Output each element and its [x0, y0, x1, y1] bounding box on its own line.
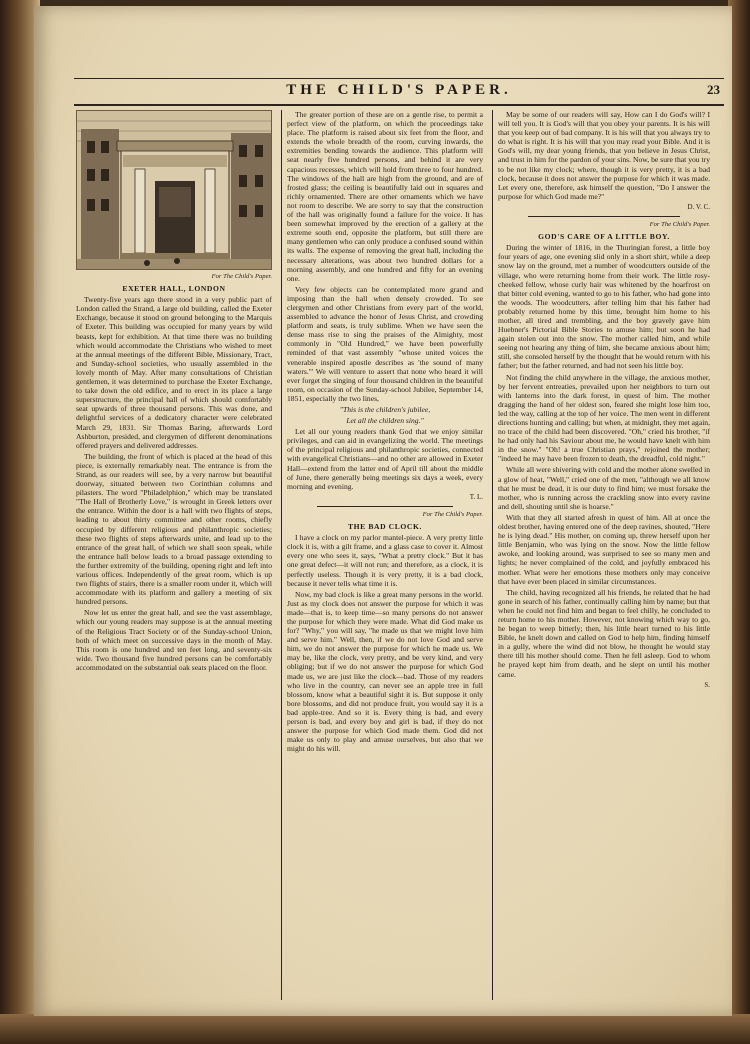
paragraph: I have a clock on my parlor mantel-piece. A very pretty little clock it is, with a gilt frame, and a glass case to cover it. Almost every one who sees it, says, "What a pretty clock." But it has one great defect—it will not run; and therefore, as a clock, it is perfectly useless. Though it is very pretty, it is a bad clock, because it never tells what time it is. [287, 533, 483, 588]
signature: D. V. C. [687, 202, 710, 211]
signature: S. [704, 680, 710, 689]
newspaper-page [34, 6, 732, 1016]
paragraph: The building, the front of which is placed at the head of this piece, is externally remarkably neat. The entrance is from the Strand, as our readers will see, by a very narrow but beautiful doorway, situated between two Corinthian columns and pilasters. The word "Philadelphion," which may be translated "The Hall of Brotherly Love," is wrought in Greek letters over the entrance. Within the door is a hall with two flights of steps, leading to about thirty committee and other rooms, chiefly occupied by different religious and philanthropic societies; these two flights of steps afterwards unite, and lead up to the entrance of the great hall, of which we shall soon speak, while the entrance hall below leads to a broad passage extending to the further extremity of the building, opening right and left into various offices. Independently of the great room, which is up two flights of stairs, there is a smaller room under it, which will accommodate with its platform and gallery a meeting of six hundred persons. [76, 451, 272, 607]
masthead-title: THE CHILD'S PAPER. [286, 82, 512, 98]
article-title: THE BAD CLOCK. [347, 522, 422, 532]
exeter-hall-engraving [76, 110, 272, 270]
page-header [74, 78, 724, 106]
column-3 [498, 110, 710, 693]
paragraph: The child, having recognized all his friends, he related that he had gone in search of his father, continually calling him by name; but that when he could not find him and began to feel chilly, he concluded to return home to his mother. However, not knowing which way to go, he began to weep bitterly; then, his little heart turned to his little Bible, he knelt down and called on God to help him, finding himself in a gully, where the wind did not blow, he thought he would stay there till his mother should come. Then he fell asleep. God to whom he prayed kept him from death, and he slept on until his mother came. [498, 587, 710, 679]
paragraph: The greater portion of these are on a gentle rise, to permit a perfect view of the platform, on which the proceedings take place. The platform is raised about six feet from the floor, and extends the whole breadth of the room, curving inwards, the extremities bending towards the audience. This platform will seat nearly five hundred persons, and behind it are very capacious recesses, which will hold from three to four hundred. The windows of the hall are high from the ground, and are of frosted glass; the ceiling is beautifully laid out in squares and richly ornamented. There are other ornaments which we have not room to describe. We are sorry to say that the construction of the hall was originally found a failure for the voice. It has been somewhat improved by the erection of a gallery at the extreme south end, opposite the platform, but still there are many gentlemen who can only produce a confused sound within its walls. The expense of removing the great hall, including the necessary alterations, was about two hundred dollars for a morning assembly, and one hundred and fifty for an evening one. [287, 110, 483, 283]
article-credit: For The Child's Paper. [422, 510, 483, 518]
paragraph: With that they all started afresh in quest of him. All at once the oldest brother, having entered one of the deep ravines, shouted, "Here he is lying dead." His mother, on coming up, threw herself upon her little Benjamin, who was lying on the snow. Now the little fellow awoke, and looking around, was surprised to see so many men and lights; he never complained of the cold, and joyfully embraced his mother. What were her emotions these mothers only may conceive that have ever been placed in similar circumstances. [498, 512, 710, 586]
separator [317, 506, 453, 507]
paragraph: Twenty-five years ago there stood in a very public part of London called the Strand, a large old building, called the Exeter Exchange, because it stood on ground belonging to the Marquis of Exeter. This building was occupied for many years by wild beasts, kept for exhibition. At that time there was no building which would accommodate the Christians who wished to meet at the annual meetings of the different Bible, Missionary, Tract, and Sunday-school societies, who usually assembled in the lovely month of May. After many consultations of Christian gentlemen, it was determined to purchase the Exeter Exchange, to take down the old edifice, and to erect in its place a large superstructure, the principal hall of which should comfortably seat upwards of three thousand persons. This was done, and delightful services of a dedicatory character were celebrated March 29, 1831. Sir Thomas Baring, afterwards Lord Ashburton, presided, and clergymen of different denominations offered prayers and delivered addresses. [76, 295, 272, 450]
poem-line: "This is the children's jubilee, [339, 405, 431, 414]
header-rule [74, 78, 724, 79]
column-divider [492, 110, 493, 1000]
separator [528, 216, 680, 217]
page-number: 23 [707, 82, 720, 97]
column-2 [287, 110, 483, 755]
article-title: GOD'S CARE OF A LITTLE BOY. [538, 232, 670, 242]
paragraph: During the winter of 1816, in the Thuringian forest, a little boy four years of age, one evening slid only in a short shirt, while a deep snow lay on the ground, met a number of woodcutters outside of the village, who were returning home from their work. The little rosy-cheeked fellow, whose curly hair was whitened by the hoarfrost on that bitter cold evening, wanted to go to his father, who had gone into the woods. The woodcutters, after telling him that his father had probably returned home by this time, brought him home to his mother, all tired and trembling, and the boy gravely gave him Huebner's Pictorial Bible Stories to amuse him; but soon he had again stolen out into the snow. The mother called him, and while seeing not hearing any thing of him, she became anxious about him; still, she consoled herself by the thought that he would return with his father; but the father returned, and had not seen his little boy. [498, 243, 710, 371]
paragraph: May be some of our readers will say, How can I do God's will? I will tell you. It is God's will that you obey your parents. It is his will that you keep out of bad company. It is his will that you always try to do what is right. It is his will that you may read your Bible. And it is God's will, my dear young friends, that you believe in Jesus Christ, and trust in him for the pardon of your sins. Now, be sure that you try to be not like my clock; where, though it is very pretty, it is a bad clock, because it does not answer the purpose for which it was made. Let every one, therefore, ask himself the question, "Do I answer the purpose for which God made me?" [498, 110, 710, 201]
column-1 [76, 110, 272, 674]
column-divider [281, 110, 282, 1000]
poem-line: Let all the children sing." [346, 416, 424, 426]
signature: T. L. [469, 492, 483, 501]
building-illustration [77, 111, 272, 270]
paragraph: Now, my bad clock is like a great many persons in the world. Just as my clock does not answer the purpose for which it was made—that is, to keep time—so many persons do not answer the purpose for which they were made. What did God make us for? "Why," you will say, "he made us that we might love him and serve him." Well, then, if we do not love God and serve him, we do not answer the purpose for which he made us. We may be, like the clock, very pretty, and be very kind, and very obliging; but if we do not answer the purpose for which God made us, we are just like the clock—bad. Those of my readers who live in the country, can never see an apple tree in full blossom, know what a beautiful sight it is. But suppose it only bore blossoms, and did not produce fruit, you would say it is a bad apple-tree. And so it is. Every thing is bad, and every person is bad, and every boy and girl is bad, if they do not answer the purpose for which God made them. God did not make us only to play and amuse ourselves, but also that we might do his will. [287, 589, 483, 754]
paragraph: Let all our young readers thank God that we enjoy similar privileges, and can aid in evangelizing the world. The meetings of the principal religious and philanthropic societies, connected with evangelical Christians—and no other are allowed in Exeter Hall—extend from the latter end of April till about the middle of June, there generally being meetings six days a week, every morning and evening. [287, 427, 483, 491]
book-bottom-edge [0, 1014, 750, 1044]
article-title: EXETER HALL, LONDON [122, 284, 226, 294]
image-credit: For The Child's Paper. [211, 273, 272, 280]
paragraph: Not finding the child anywhere in the village, the anxious mother, by her fervent entreaties, prevailed upon her neighbors to turn out with lanterns into the dark forest, in quest of him. The mother dragging the hand of her oldest son, feared she might lose him too, led the way, calling at the top of her voice. The men went in different directions hunting and calling; but when, at midnight, they met again, no trace of the child had been discovered. "Oh," cried his brother, "if he had only had his Saviour about me, he would have knelt with him in the snow." "Oh! a true Christian prays," rejoined the mother; "indeed he may have been frozen to death, the dreadful, cold night." [498, 372, 710, 464]
paragraph: Very few objects can be contemplated more grand and imposing than the hall when densely crowded. To see clergymen and other Christians from every part of the world, assembled to advance the honor of Jesus Christ, and crowding platform and seats, is truly sublime. When we have seen the dense mass rise to sing the praises of the Almighty, most commonly in "Old Hundred," we have been powerfully reminded of that vast assembly "whose united voices the venerable inspired apostle describes as 'the sound of many waters.'" We will venture to assert that none who heard it will ever forget the singing of four thousand children in the beautiful room, on occasion of the Sunday-school Jubilee, September 14, 1851, especially the two lines, [287, 284, 483, 403]
paragraph: Now let us enter the great hall, and see the vast assemblage, which our young readers may suppose is at the annual meeting of the Religious Tract Society or of the Sunday-school Union, both of which meet on successive days in the month of May. This room is one hundred and ten feet long, and seventy-six wide. Two thousand five hundred persons can be comfortably accommodated on the substantial oak seats placed on the floor. [76, 608, 272, 672]
article-credit: For The Child's Paper. [649, 221, 710, 229]
paragraph: While all were shivering with cold and the mother alone swelled in a glow of heat, "Well," cried one of the men, "although we all know that he must be dead, it is our duty to find him; we must forsake the mother, who is running across the crackling snow into every ravine and dell, shouting until she is hoarse." [498, 465, 710, 511]
